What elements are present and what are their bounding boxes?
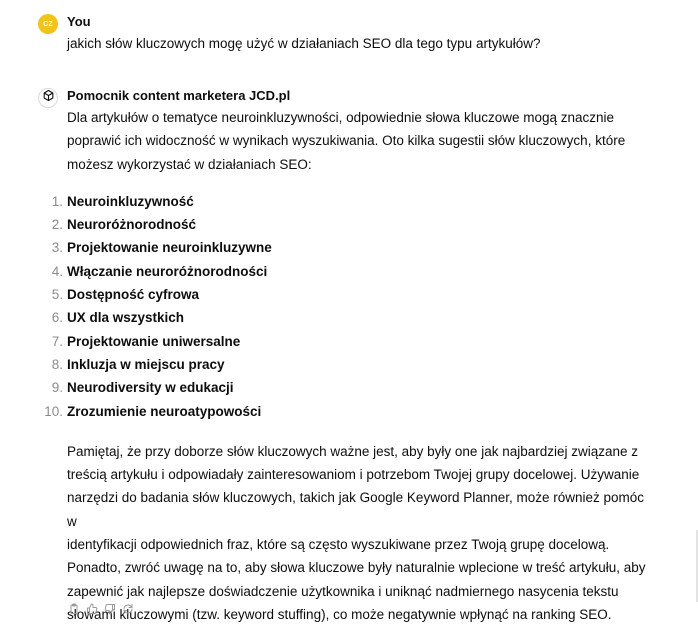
list-item-number: 10. <box>44 403 63 419</box>
list-item-number: 7. <box>51 333 63 349</box>
copy-icon[interactable] <box>67 602 80 615</box>
user-message-text <box>67 32 657 55</box>
list-item-number: 3. <box>51 240 63 256</box>
list-item-number: 5. <box>51 287 63 303</box>
keyword-list-item <box>44 400 657 423</box>
user-message-line: jakich słów kluczowych mogę użyć w działaniach SEO dla tego typu artykułów? <box>67 36 541 51</box>
list-item-number: 2. <box>51 217 63 233</box>
assistant-avatar <box>38 88 58 108</box>
message-actions <box>67 602 134 615</box>
list-item-number: 6. <box>51 310 63 326</box>
keyword-list-item <box>51 236 657 259</box>
keyword-list-item <box>51 213 657 236</box>
keyword-text: Neuroinkluzywność <box>67 193 194 209</box>
keyword-text: Inkluzja w miejscu pracy <box>67 356 225 372</box>
keyword-list-item <box>51 330 657 353</box>
keyword-text: Projektowanie uniwersalne <box>67 333 241 349</box>
keyword-text: Neuroróżnorodność <box>67 217 197 233</box>
keyword-list-item <box>51 353 657 376</box>
outro-line: narzędzi do badania słów kluczowych, takich jak Google Keyword Planner, może również pomóc w <box>67 490 645 529</box>
keyword-list-item <box>51 260 657 283</box>
keyword-text: Neurodiversity w edukacji <box>67 380 234 396</box>
intro-line: Dla artykułów o tematyce neuroinkluzywności, odpowiednie słowa kluczowe mogą znacznie <box>67 110 615 125</box>
assistant-intro <box>67 106 657 176</box>
user-author-name: You <box>67 14 91 29</box>
outro-line: Pamiętaj, że przy doborze słów kluczowych ważne jest, aby były one jak najbardziej związane z <box>67 443 639 459</box>
outro-line: Ponadto, zwróć uwagę na to, aby słowa kluczowe były naturalnie wplecione w treść artykułu, aby <box>67 560 646 576</box>
intro-line: poprawić ich widoczność w wynikach wyszukiwania. Oto kilka sugestii słów kluczowych, które <box>67 133 626 149</box>
keyword-text: UX dla wszystkich <box>67 310 185 326</box>
assistant-author-name: Pomocnik content marketera JCD.pl <box>67 88 291 103</box>
outro-line: zapewnić jak najlepsze doświadczenie użytkownika i uniknąć nadmiernego nasycenia tekstu <box>67 583 619 599</box>
keyword-list <box>44 190 657 423</box>
intro-line: możesz wykorzystać w działaniach SEO: <box>67 156 312 172</box>
keyword-text: Dostępność cyfrowa <box>67 287 200 303</box>
outro-line: treścią artykułu i odpowiadały zainteresowaniom i potrzebom Twojej grupy docelowej. Używanie <box>67 467 640 483</box>
user-avatar <box>38 14 58 34</box>
regenerate-icon[interactable] <box>121 602 134 615</box>
keyword-list-item <box>51 283 657 306</box>
list-item-number: 1. <box>51 193 63 209</box>
keyword-list-item <box>51 190 657 213</box>
thumbs-up-icon[interactable] <box>85 602 98 615</box>
keyword-list-item <box>51 306 657 329</box>
keyword-text: Włączanie neuroróżnorodności <box>67 263 268 279</box>
list-item-number: 4. <box>51 263 63 279</box>
keyword-text: Projektowanie neuroinkluzywne <box>67 240 272 256</box>
outro-line: słowami kluczowymi (tzw. keyword stuffing), co może negatywnie wpłynąć na ranking SEO. <box>67 606 612 622</box>
keyword-text: Zrozumienie neuroatypowości <box>67 403 262 419</box>
outro-line: identyfikacji odpowiednich fraz, które są często wyszukiwane przez Twoją grupę docelową. <box>67 537 610 553</box>
list-item-number: 8. <box>51 356 63 372</box>
openai-logo-icon <box>42 89 55 107</box>
keyword-list-item <box>51 376 657 399</box>
assistant-outro <box>67 440 657 626</box>
thumbs-down-icon[interactable] <box>103 602 116 615</box>
list-item-number: 9. <box>51 380 63 396</box>
user-avatar-initials: CZ <box>43 20 53 28</box>
assistant-message-body <box>44 106 657 626</box>
